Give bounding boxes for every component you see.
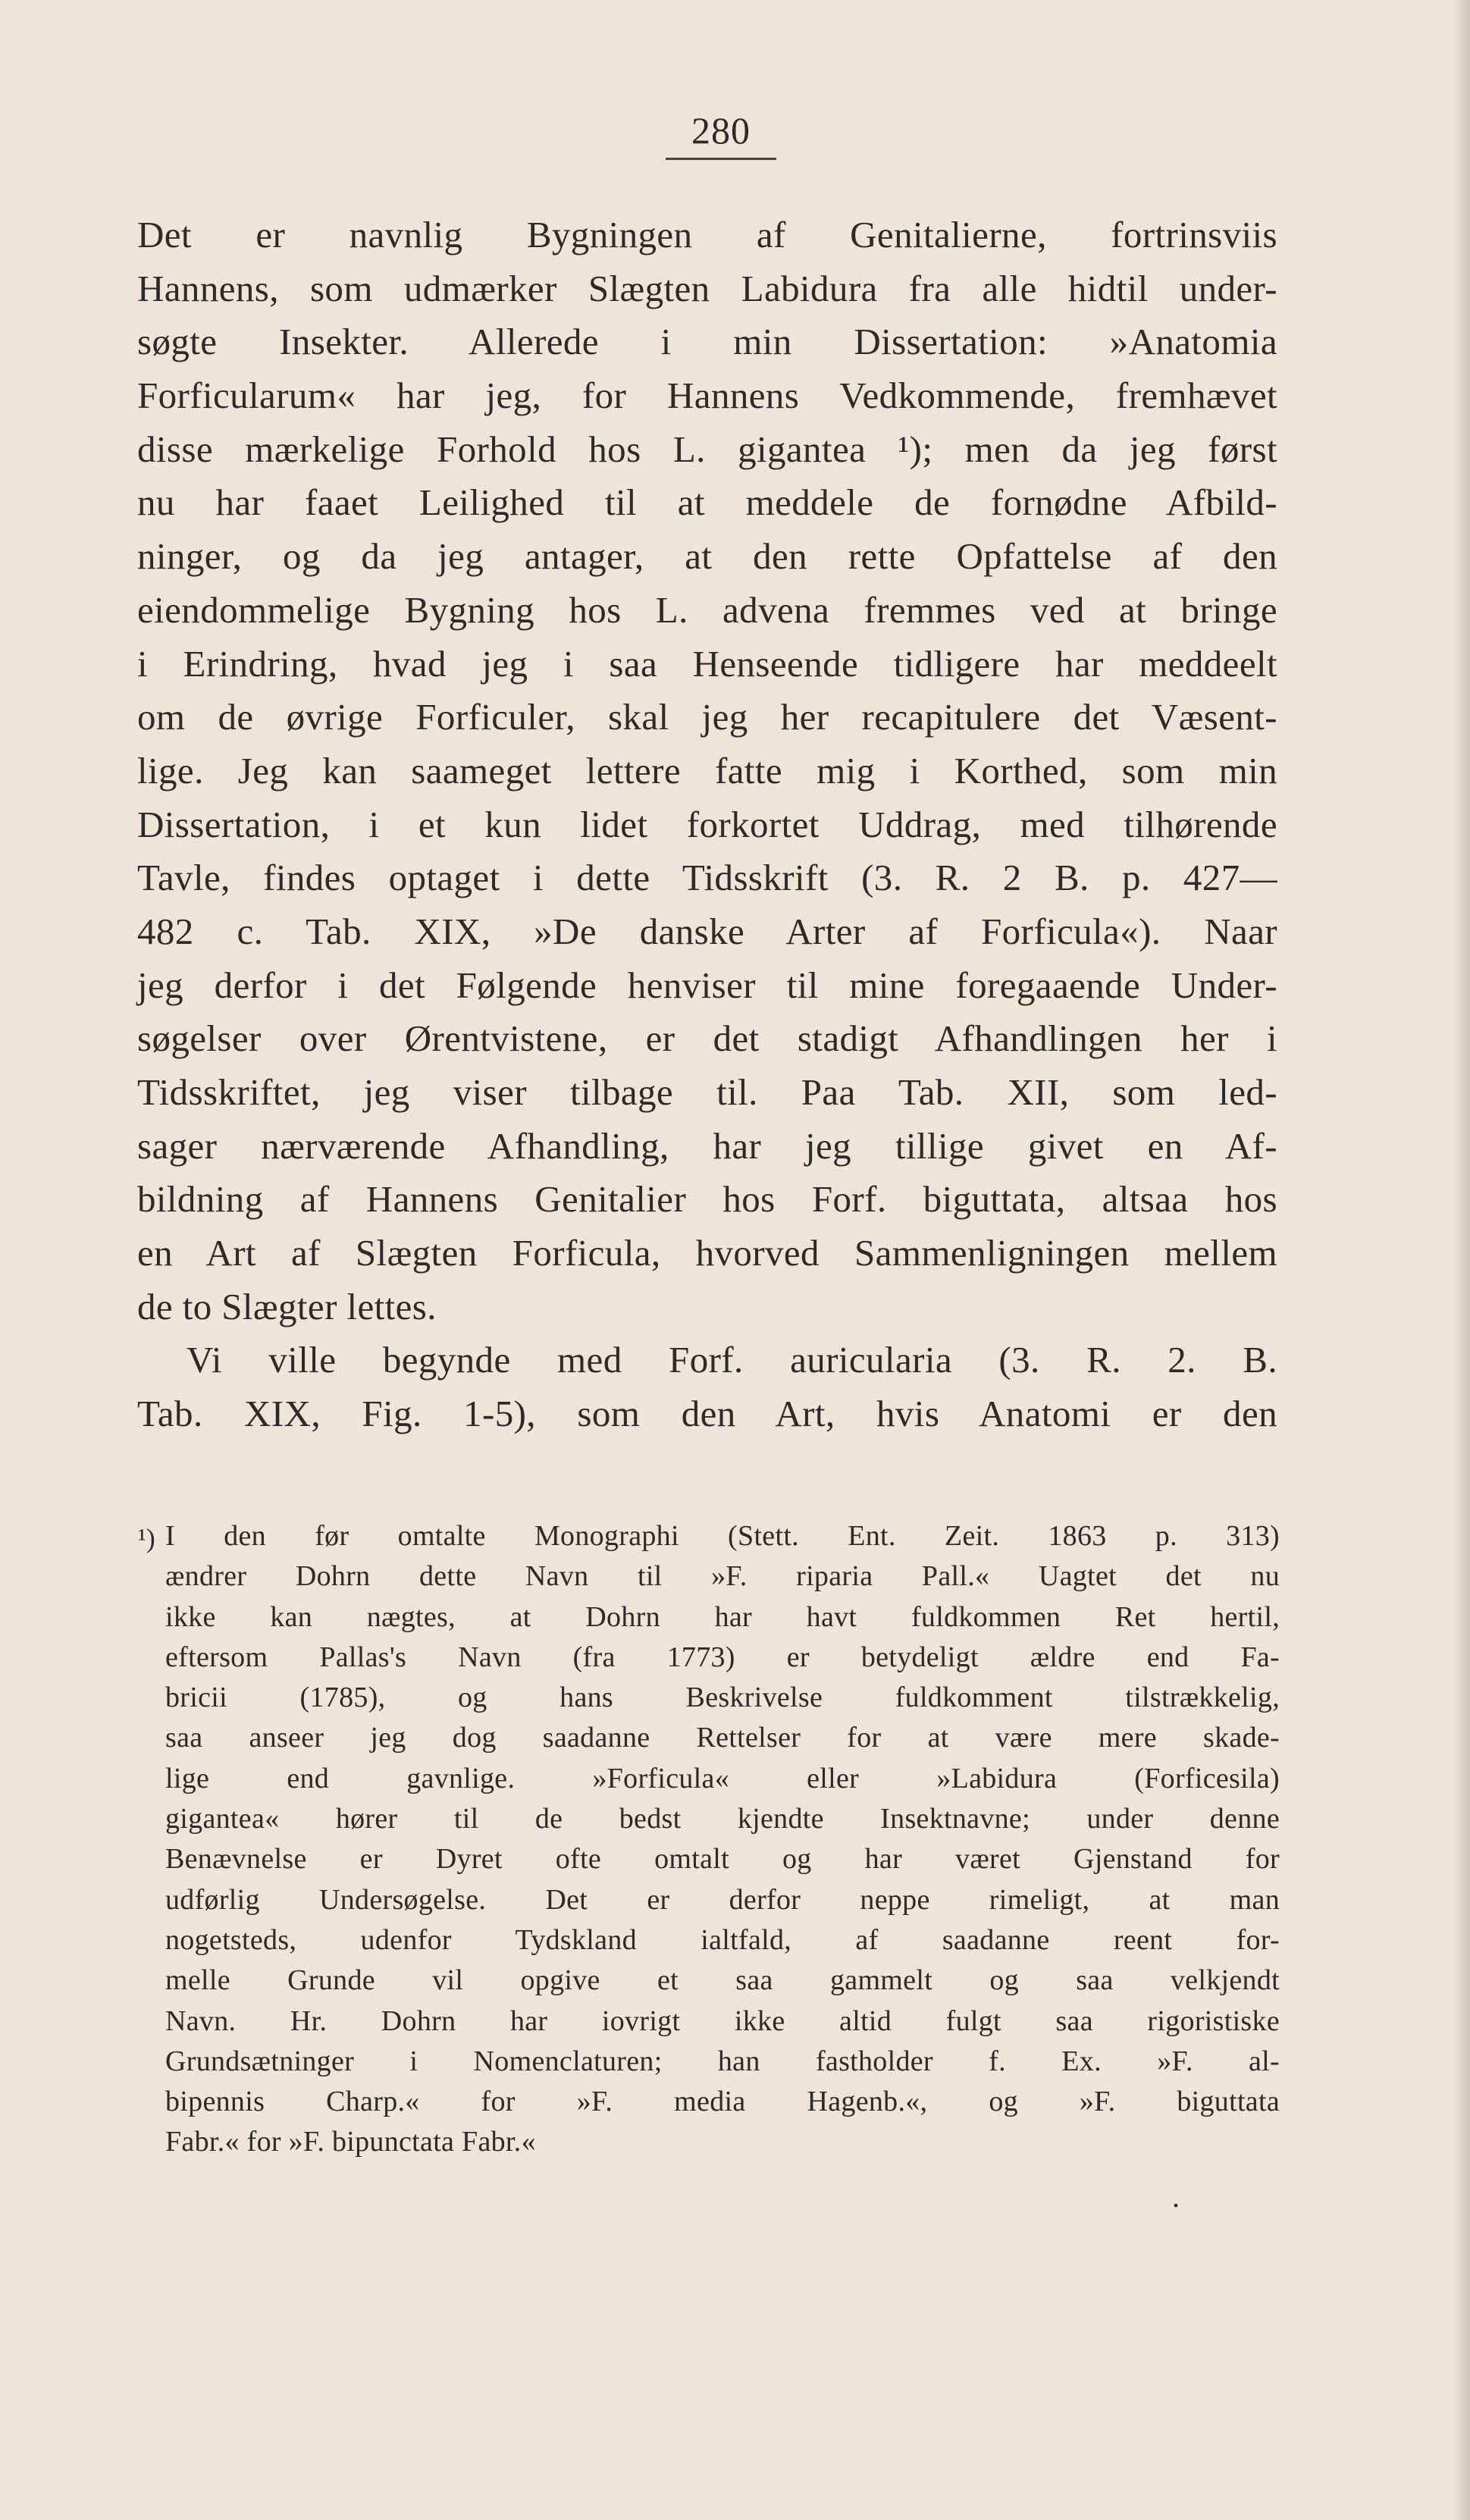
- text-line: disse mærkelige Forhold hos L. gigantea ¹); men da jeg først: [137, 428, 1277, 470]
- text-line: en Art af Slægten Forficula, hvorved Sammenligningen mellem: [137, 1232, 1277, 1274]
- footnote-line: nogetsteds, udenfor Tydskland ialtfald, af saadanne reent for-: [165, 1923, 1280, 1956]
- footnote-line: saa anseer jeg dog saadanne Rettelser for at være mere skade-: [165, 1722, 1280, 1754]
- text-line: om de øvrige Forficuler, skal jeg her recapitulere det Væsent-: [137, 696, 1277, 738]
- text-line: jeg derfor i det Følgende henviser til mine foregaaende Under-: [137, 964, 1277, 1006]
- stray-print-mark: .: [1172, 2180, 1180, 2214]
- text-line: søgelser over Ørentvistene, er det stadigt Afhandlingen her i: [137, 1017, 1277, 1060]
- text-line: eiendommelige Bygning hos L. advena fremmes ved at bringe: [137, 588, 1277, 631]
- text-line: Tab. XIX, Fig. 1-5), som den Art, hvis Anatomi er den: [137, 1393, 1277, 1435]
- footnote-line: I den før omtalte Monographi (Stett. Ent. Zeit. 1863 p. 313): [165, 1520, 1280, 1552]
- page-number-rule: [666, 158, 776, 160]
- footnote-block: [138, 1516, 1280, 2163]
- text-line: sager nærværende Afhandling, har jeg tillige givet en Af-: [137, 1124, 1277, 1167]
- text-line: Hannens, som udmærker Slægten Labidura fra alle hidtil under-: [137, 267, 1277, 309]
- page-edge-shadow: [1453, 0, 1470, 2520]
- text-line: i Erindring, hvad jeg i saa Henseende tidligere har meddeelt: [137, 642, 1277, 685]
- text-line: Forficularum« har jeg, for Hannens Vedkommende, fremhævet: [137, 375, 1277, 417]
- footnote-line: ikke kan nægtes, at Dohrn har havt fuldkommen Ret hertil,: [165, 1600, 1280, 1633]
- footnote-line: udførlig Undersøgelse. Det er derfor neppe rimeligt, at man: [165, 1883, 1280, 1916]
- main-text-block: [137, 208, 1277, 1441]
- page-number: 280: [691, 109, 751, 152]
- text-line: 482 c. Tab. XIX, »De danske Arter af Forficula«). Naar: [137, 910, 1277, 952]
- text-line-paragraph-start: Vi ville begynde med Forf. auricularia (3. R. 2. B.: [186, 1339, 1277, 1381]
- footnote-line: Benævnelse er Dyret ofte omtalt og har været Gjenstand for: [165, 1843, 1280, 1876]
- footnote-line: bipennis Charp.« for »F. media Hagenb.«, og »F. biguttata: [165, 2086, 1280, 2118]
- footnote-line: Navn. Hr. Dohrn har iovrigt ikke altid fulgt saa rigoristiske: [165, 2004, 1280, 2037]
- text-line: ninger, og da jeg antager, at den rette Opfattelse af den: [137, 535, 1277, 578]
- footnote-line: lige end gavnlige. »Forficula« eller »Labidura (Forficesila): [165, 1762, 1280, 1794]
- footnote-line: eftersom Pallas's Navn (fra 1773) er betydeligt ældre end Fa-: [165, 1641, 1280, 1673]
- text-line: søgte Insekter. Allerede i min Dissertation: »Anatomia: [137, 321, 1277, 363]
- text-line: Det er navnlig Bygningen af Genitalierne, fortrinsviis: [137, 214, 1277, 255]
- footnote-line: gigantea« hører til de bedst kjendte Insektnavne; under denne: [165, 1803, 1280, 1835]
- footnote-line: ændrer Dohrn dette Navn til »F. riparia Pall.« Uagtet det nu: [165, 1560, 1280, 1593]
- footnote-line: bricii (1785), og hans Beskrivelse fuldkomment tilstrækkelig,: [165, 1682, 1280, 1714]
- text-line-paragraph-end: de to Slægter lettes.: [137, 1285, 437, 1327]
- text-line: Tidsskriftet, jeg viser tilbage til. Paa Tab. XII, som led-: [137, 1071, 1277, 1113]
- text-line: lige. Jeg kan saameget lettere fatte mig i Korthed, som min: [137, 749, 1277, 791]
- footnote-marker: ¹): [138, 1523, 155, 1553]
- text-line: nu har faaet Leilighed til at meddele de fornødne Afbild-: [137, 481, 1277, 524]
- footnote-line: Grundsætninger i Nomenclaturen; han fastholder f. Ex. »F. al-: [165, 2045, 1280, 2077]
- footnote-line: melle Grunde vil opgive et saa gammelt og saa velkjendt: [165, 1964, 1280, 1997]
- text-line: bildning af Hannens Genitalier hos Forf. biguttata, altsaa hos: [137, 1178, 1277, 1221]
- text-line: Tavle, findes optaget i dette Tidsskrift (3. R. 2 B. p. 427—: [137, 857, 1277, 899]
- text-line: Dissertation, i et kun lidet forkortet Uddrag, med tilhørende: [137, 803, 1277, 845]
- footnote-line: Fabr.« for »F. bipunctata Fabr.«: [165, 2126, 536, 2158]
